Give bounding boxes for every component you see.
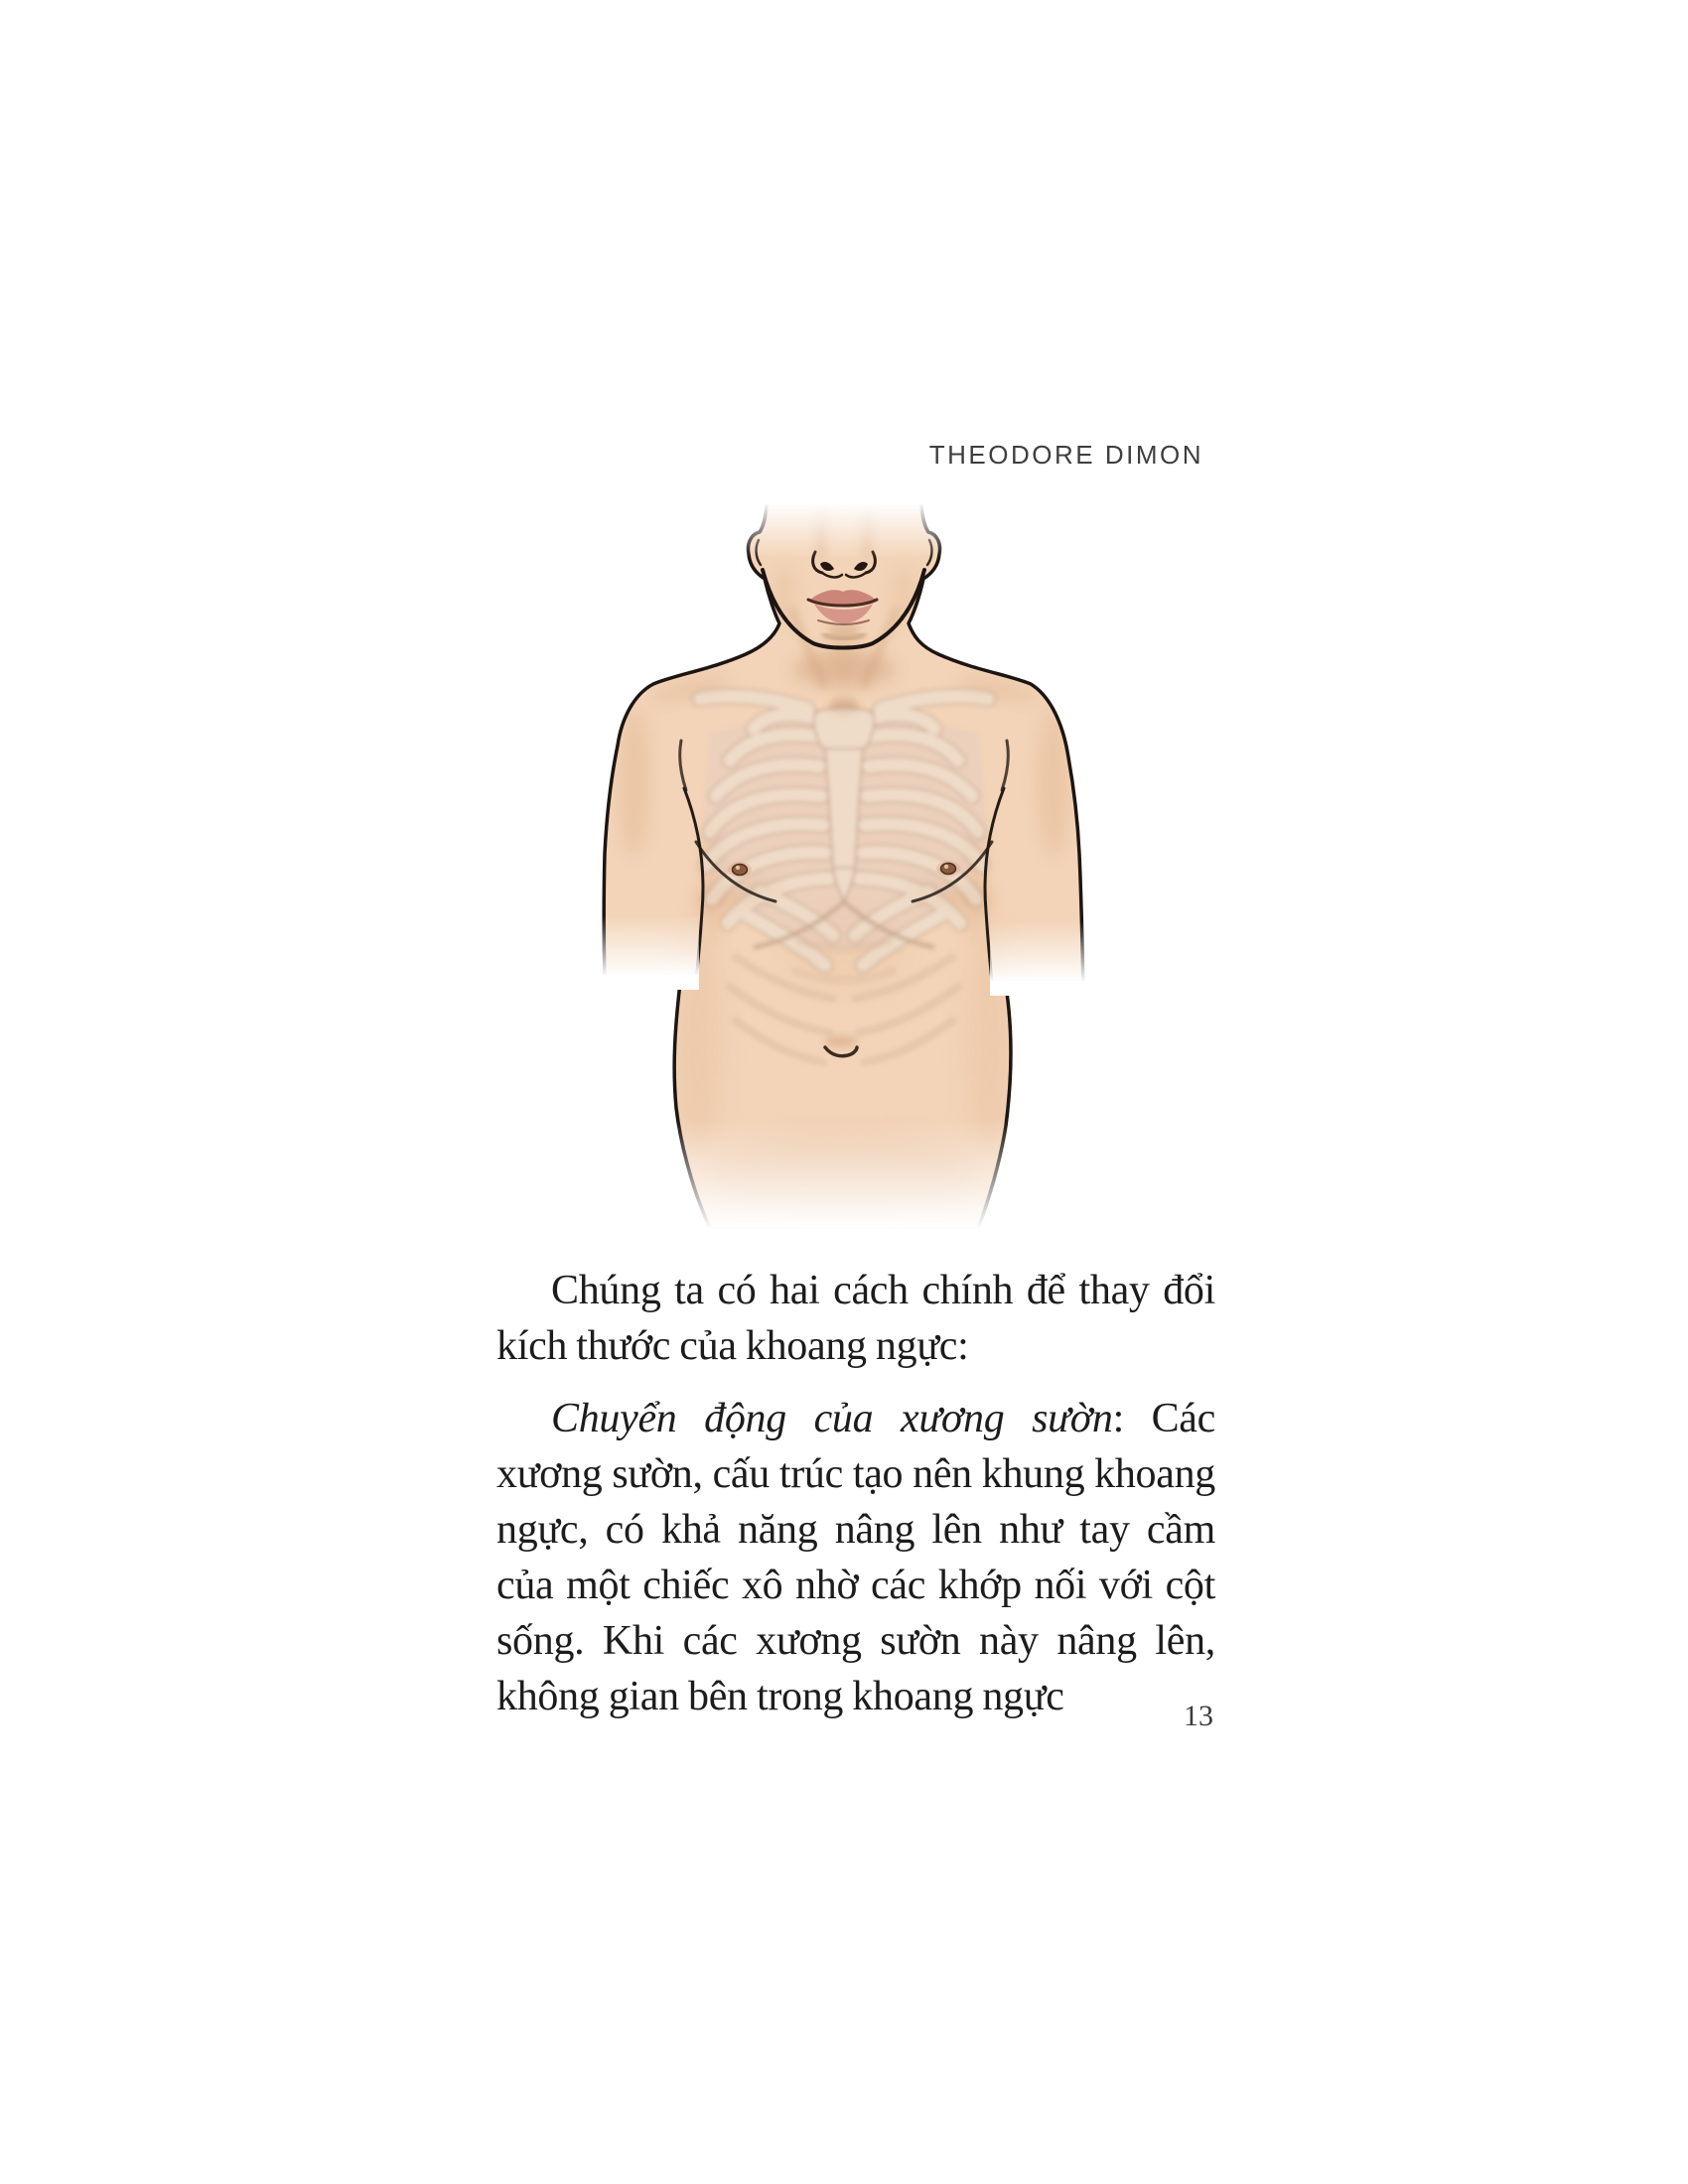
- running-header: THEODORE DIMON: [928, 440, 1203, 470]
- paragraph-2-body: Các xương sườn, cấu trúc tạo nên khung khoang ngực, có khả năng nâng lên như tay cầm của một chiếc xô nhờ các khớp nối với cột sống. Khi các xương sườn này nâng lên, không gian bên trong khoang ngực: [496, 1396, 1215, 1719]
- body-text-block: [496, 1263, 1215, 1724]
- torso-illustration-svg: [561, 475, 1127, 1229]
- right-nipple: [936, 861, 960, 877]
- left-nipple: [728, 862, 752, 878]
- paragraph-2: [496, 1391, 1215, 1724]
- torso-ribcage-illustration: [561, 475, 1127, 1229]
- paragraph-2-separator: :: [1112, 1396, 1152, 1441]
- paragraph-2-italic-lead: Chuyển động của xương sườn: [551, 1396, 1113, 1441]
- paragraph-1: [496, 1263, 1215, 1374]
- paragraph-1-text: Chúng ta có hai cách chính để thay đổi kích thước của khoang ngực:: [496, 1268, 1215, 1369]
- page-number: 13: [1184, 1700, 1213, 1732]
